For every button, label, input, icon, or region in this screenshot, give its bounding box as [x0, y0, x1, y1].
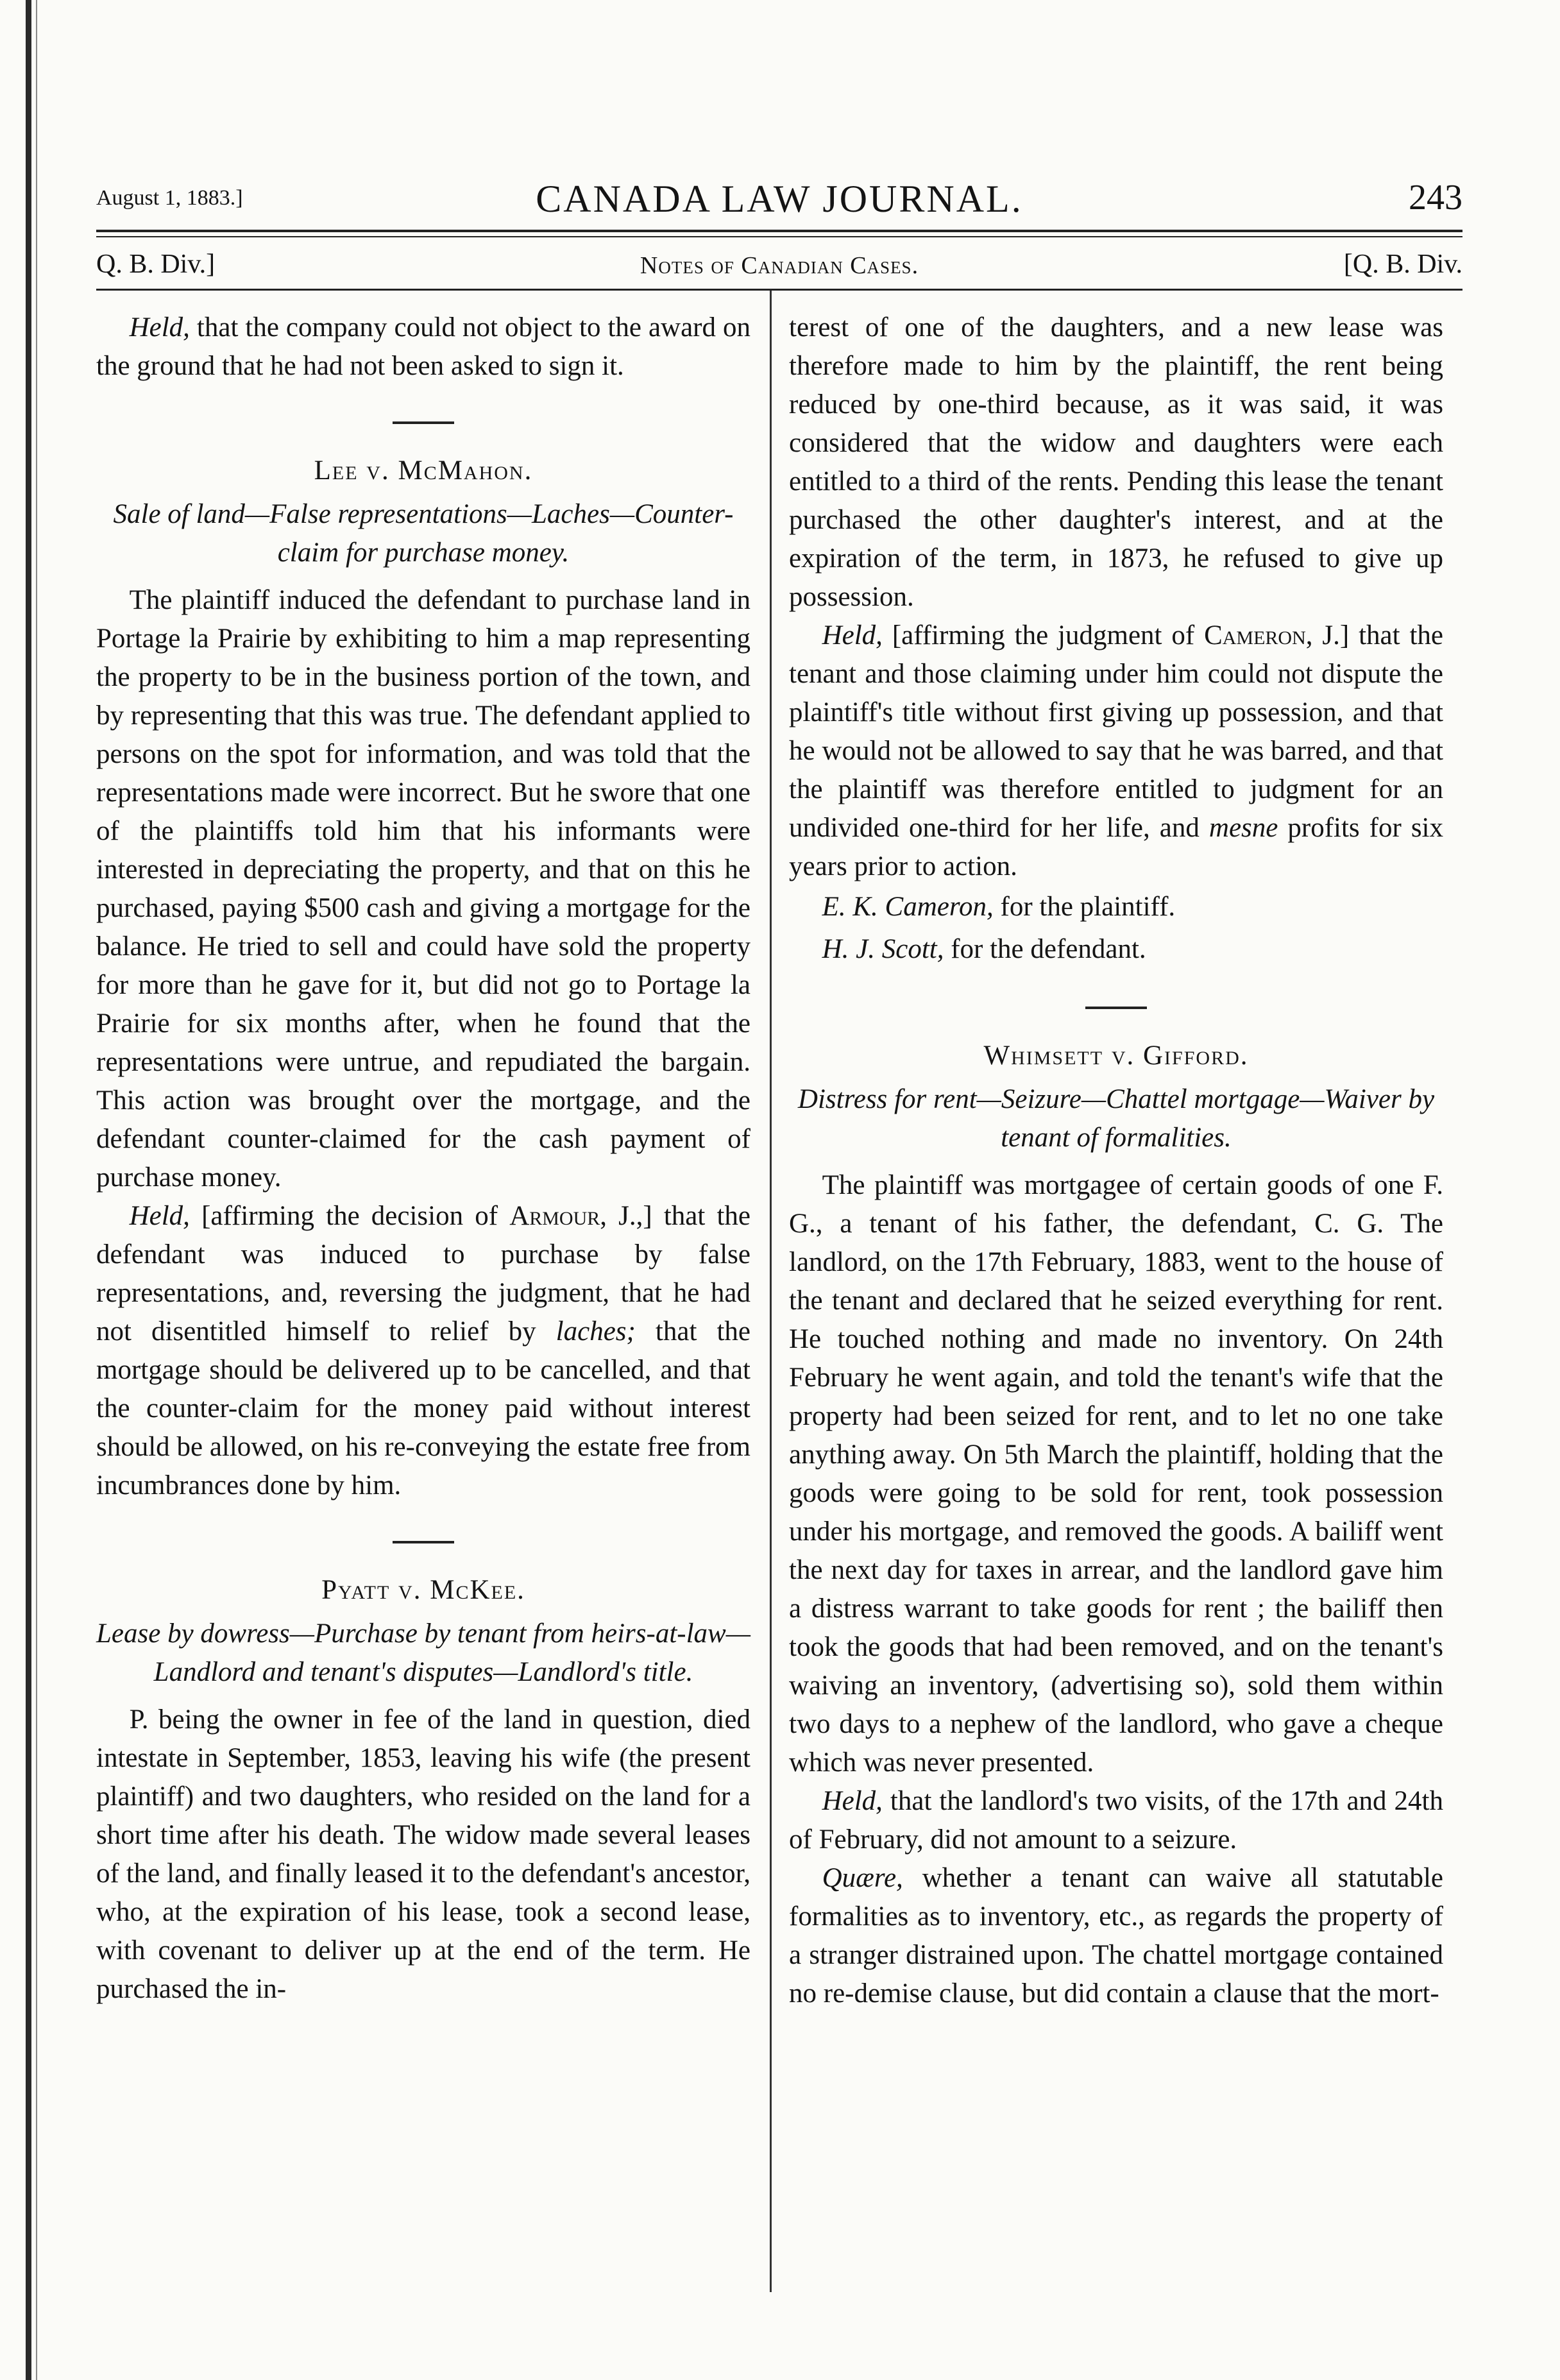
held-text: profits for six years prior to action.: [789, 813, 1443, 881]
issue-date: August 1, 1883.]: [96, 186, 243, 210]
quaere-whimsett-gifford: [789, 1859, 1443, 2013]
section-title: Notes of Canadian Cases.: [640, 252, 919, 279]
binding-edge-line: [36, 0, 37, 2380]
headnote-pyatt-mckee: Lease by dowress—Purchase by tenant from heirs-at-law—Landlord and tenant's disputes—Landlord's title.: [96, 1619, 750, 1687]
section-header: [96, 237, 1462, 289]
two-column-body: [96, 291, 1462, 2305]
journal-title: CANADA LAW JOURNAL.: [536, 178, 1023, 220]
counsel-name: E. K. Cameron,: [822, 892, 994, 922]
counsel-line: [789, 886, 1443, 928]
binding-edge: [26, 0, 31, 2380]
right-column: [789, 309, 1443, 2013]
held-text: [affirming the decision of: [189, 1201, 510, 1231]
counsel-line: [789, 928, 1443, 971]
judge-name: Armour: [509, 1201, 600, 1231]
mesne-term: mesne: [1208, 813, 1278, 843]
held-text: , J.] that the tenant and those claiming under him could not dispute the plaintiff's title without first giving up possession, and that he would not be allowed to say that he was barred, and that the plaintiff was therefore entitled to judgment for an undivided one-third for her life, and: [789, 620, 1443, 843]
counsel-role: for the defendant.: [944, 934, 1146, 964]
case-separator: [1085, 1007, 1147, 1009]
case-separator: [393, 1541, 454, 1543]
held-pyatt-mckee: [789, 616, 1443, 886]
opening-text: that the company could not object to the award on the ground that he had not been asked to sign it.: [96, 312, 750, 381]
held-label: Held,: [822, 1786, 883, 1816]
case-title-lee-mcmahon: Lee v. McMahon.: [314, 455, 533, 486]
held-whimsett-gifford: [789, 1782, 1443, 1859]
held-label: Held,: [129, 1201, 190, 1231]
running-header: [96, 173, 1462, 225]
opening-paragraph: [96, 309, 750, 386]
held-lee-mcmahon: [96, 1197, 750, 1505]
column-divider: [770, 291, 772, 2292]
held-label: Held,: [129, 312, 190, 343]
journal-page: [96, 173, 1462, 2354]
quaere-text: whether a tenant can waive all statutable formalities as to inventory, etc., as regards the property of a stranger distrained upon. The chattel mortgage contained no re-demise clause, but did contain a clause that the mort-: [789, 1863, 1443, 2009]
facts-pyatt-mckee: P. being the owner in fee of the land in question, died intestate in September, 1853, leaving his wife (the present plaintiff) and two daughters, who resided on the land for a short time after his death. The widow made several leases of the land, and finally leased it to the defendant's ancestor, who, at the expiration of his lease, took a second lease, with covenant to deliver up at the end of the term. He purchased the in-: [96, 1704, 750, 2004]
headnote-lee-mcmahon: Sale of land—False representations—Laches—Counter-claim for purchase money.: [113, 499, 734, 568]
header-double-rule: [96, 230, 1462, 237]
held-text: that the mortgage should be delivered up to be cancelled, and that the counter-claim for the money paid without interest should be allowed, on his re-conveying the estate free from incumbrances done by him.: [96, 1316, 751, 1500]
quaere-label: Quære,: [822, 1863, 903, 1893]
case-title-pyatt-mckee: Pyatt v. McKee.: [321, 1575, 525, 1605]
counsel-name: H. J. Scott,: [822, 934, 944, 964]
held-text: that the landlord's two visits, of the 17th and 24th of February, did not amount to a seizure.: [789, 1786, 1443, 1855]
facts-whimsett-gifford: The plaintiff was mortgagee of certain goods of one F. G., a tenant of his father, the defendant, C. G. The landlord, on the 17th February, 1883, went to the house of the tenant and declared that he seized everything for rent. He touched nothing and made no inventory. On 24th February he went again, and told the tenant's wife that the property had been seized for rent, and to let no one take anything away. On 5th March the plaintiff, holding that the goods were going to be sold for rent, took possession under his mortgage, and removed the goods. A bailiff went the next day for taxes in arrear, and the landlord gave him a distress warrant to take goods for rent ; the bailiff then took the goods that had been removed, and on the tenant's waiving an inventory, (advertising so), sold them within two days to a nephew of the landlord, who gave a cheque which was never presented.: [789, 1170, 1443, 1778]
headnote-whimsett-gifford: Distress for rent—Seizure—Chattel mortgage—Waiver by tenant of formalities.: [797, 1084, 1435, 1153]
held-text: , J.,] that the defendant was induced to purchase by false representations, and, reversing the judgment, that he had not disentitled himself to relief by: [96, 1201, 750, 1347]
judge-name: Cameron: [1204, 620, 1306, 650]
held-label: Held,: [822, 620, 883, 650]
laches-term: laches;: [555, 1316, 636, 1347]
case-separator: [393, 421, 454, 424]
page-number: 243: [1409, 178, 1462, 217]
held-text: [affirming the judgment of: [882, 620, 1205, 650]
court-right: [Q. B. Div.: [1343, 250, 1462, 279]
facts-continuation: terest of one of the daughters, and a new lease was therefore made to him by the plaintiff, the rent being reduced by one-third because, as it was said, it was considered that the widow and daughters were each entitled to a third of the rents. Pending this lease the tenant purchased the other daughter's interest, and at the expiration of the term, in 1873, he refused to give up possession.: [789, 312, 1443, 612]
left-column: [96, 309, 750, 2009]
case-title-whimsett-gifford: Whimsett v. Gifford.: [983, 1041, 1249, 1071]
court-left: Q. B. Div.]: [96, 250, 216, 279]
facts-lee-mcmahon: The plaintiff induced the defendant to purchase land in Portage la Prairie by exhibiting to him a map representing the property to be in the business portion of the town, and by representing that this was true. The defendant applied to persons on the spot for information, and was told that the representations made were incorrect. But he swore that one of the plaintiffs told him that his informants were interested in depreciating the property, and that on this he purchased, paying $500 cash and giving a mortgage for the balance. He tried to sell and could have sold the property for more than he gave for it, but did not go to Portage la Prairie for six months after, when he found that the representations were untrue, and repudiated the bargain. This action was brought over the mortgage, and the defendant counter-claimed for the cash payment of purchase money.: [96, 585, 750, 1193]
counsel-role: for the plaintiff.: [993, 892, 1176, 922]
